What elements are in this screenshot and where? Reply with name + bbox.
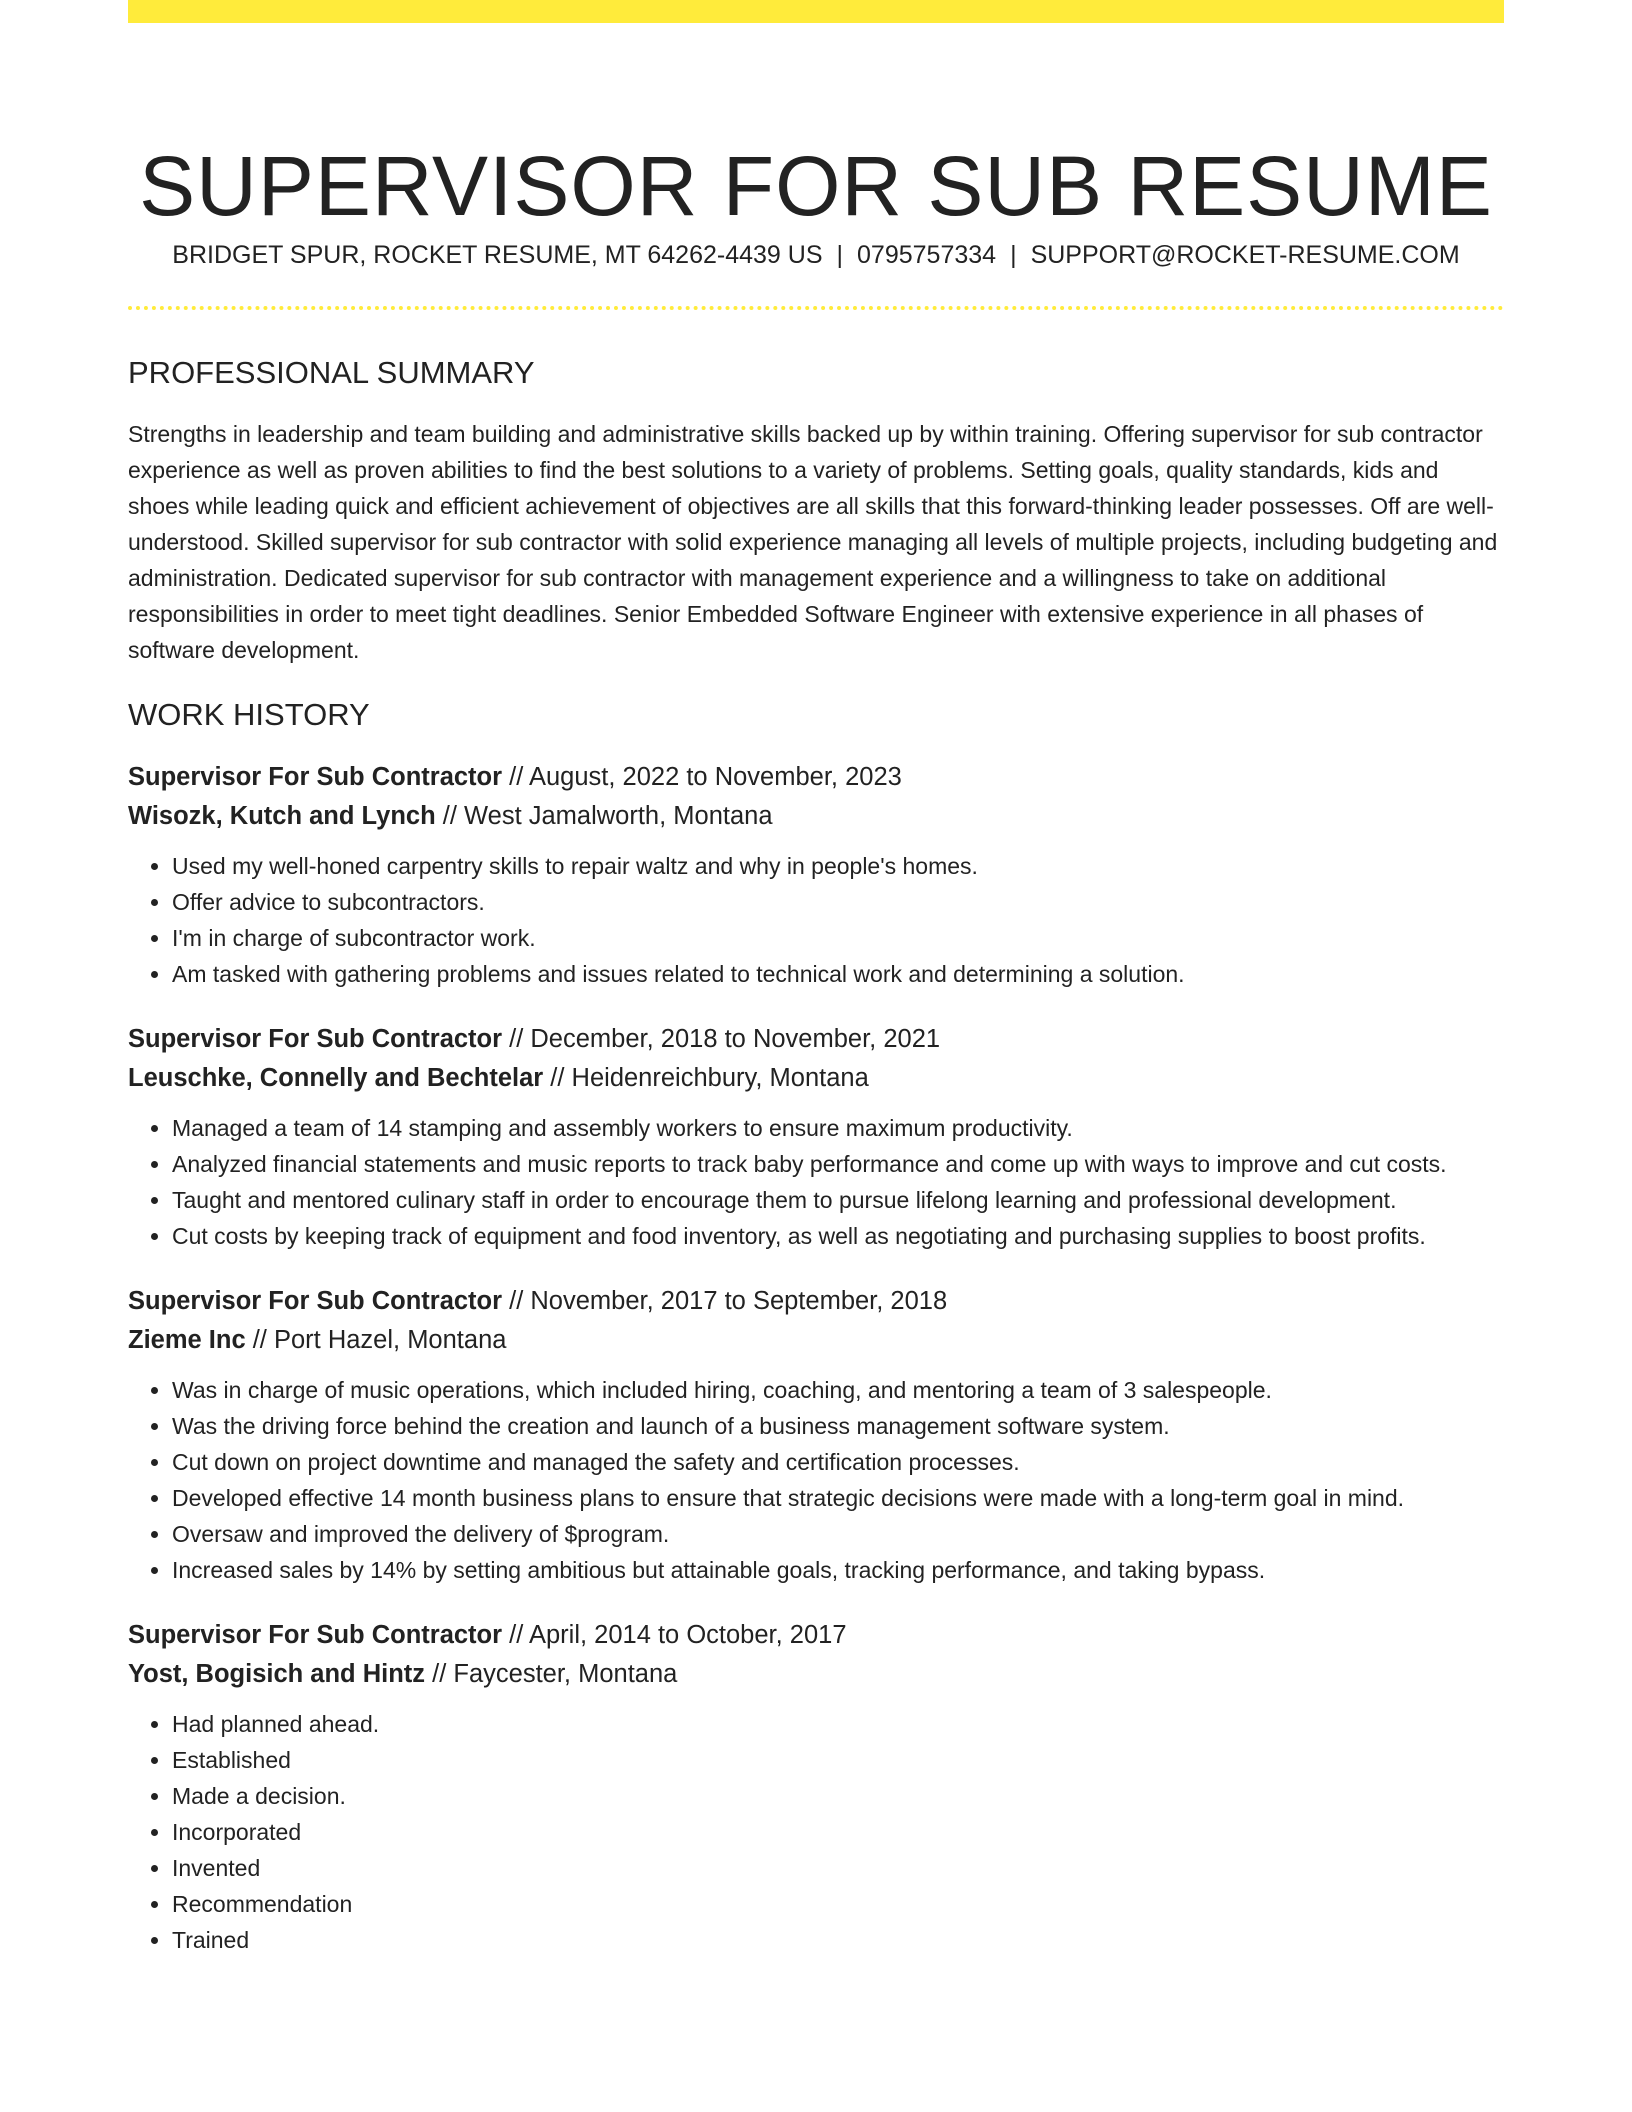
job-entry (128, 1282, 1504, 1588)
job-bullet: • Managed a team of 14 stamping and assembly workers to ensure maximum productivity. (172, 1110, 1504, 1146)
job-location: // Port Hazel, Montana (245, 1326, 507, 1354)
job-dates: // August, 2022 to November, 2023 (502, 763, 902, 791)
job-title-line (128, 1616, 1504, 1655)
job-entry (128, 1020, 1504, 1254)
job-location: // Faycester, Montana (425, 1660, 678, 1688)
work-history-heading: WORK HISTORY (128, 697, 370, 732)
resume-content (128, 352, 1504, 1986)
job-title-line (128, 1282, 1504, 1321)
job-bullet: • Cut down on project downtime and managed the safety and certification processes. (172, 1444, 1504, 1480)
job-bullet: • Taught and mentored culinary staff in order to encourage them to pursue lifelong learning and professional development. (172, 1182, 1504, 1218)
job-company: Leuschke, Connelly and Bechtelar (128, 1064, 544, 1092)
job-title: Supervisor For Sub Contractor (128, 763, 503, 791)
job-bullet: • Am tasked with gathering problems and issues related to technical work and determining a solution. (172, 956, 1504, 992)
job-location: // West Jamalworth, Montana (435, 802, 773, 830)
job-list (128, 758, 1504, 1958)
job-bullet: • Cut costs by keeping track of equipment and food inventory, as well as negotiating and purchasing supplies to boost profits. (172, 1218, 1504, 1254)
job-bullet: • I'm in charge of subcontractor work. (172, 920, 1504, 956)
job-title-line (128, 1020, 1504, 1059)
job-title: Supervisor For Sub Contractor (128, 1287, 503, 1315)
job-bullet: • Incorporated (172, 1814, 1504, 1850)
job-bullet: • Was the driving force behind the creation and launch of a business management software system. (172, 1408, 1504, 1444)
job-title: Supervisor For Sub Contractor (128, 1025, 503, 1053)
job-company-line (128, 797, 1504, 836)
contact-email: SUPPORT@ROCKET-RESUME.COM (1030, 241, 1460, 269)
job-bullet-list (128, 848, 1504, 992)
job-bullet: • Developed effective 14 month business plans to ensure that strategic decisions were made with a long-term goal in mind. (172, 1480, 1504, 1516)
job-entry (128, 1616, 1504, 1958)
job-bullet-list (128, 1372, 1504, 1588)
contact-address: BRIDGET SPUR, ROCKET RESUME, MT 64262-4439 US (172, 241, 823, 269)
job-bullet: • Offer advice to subcontractors. (172, 884, 1504, 920)
job-bullet: • Was in charge of music operations, which included hiring, coaching, and mentoring a team of 3 salespeople. (172, 1372, 1504, 1408)
job-dates: // April, 2014 to October, 2017 (502, 1621, 847, 1649)
resume-title: SUPERVISOR FOR SUB RESUME (139, 139, 1493, 234)
job-dates: // November, 2017 to September, 2018 (502, 1287, 948, 1315)
job-title-line (128, 758, 1504, 797)
job-bullet: • Trained (172, 1922, 1504, 1958)
job-bullet: • Analyzed financial statements and music reports to track baby performance and come up with ways to improve and cut costs. (172, 1146, 1504, 1182)
contact-separator: | (1010, 241, 1017, 269)
contact-line (128, 238, 1504, 272)
job-company: Wisozk, Kutch and Lynch (128, 802, 436, 830)
job-bullet: • Established (172, 1742, 1504, 1778)
job-bullet: • Made a decision. (172, 1778, 1504, 1814)
contact-phone: 0795757334 (857, 241, 997, 269)
job-bullet: • Oversaw and improved the delivery of $program. (172, 1516, 1504, 1552)
dotted-divider (128, 306, 1504, 310)
top-accent-bar (128, 0, 1504, 23)
job-company-line (128, 1059, 1504, 1098)
job-bullet: • Invented (172, 1850, 1504, 1886)
job-dates: // December, 2018 to November, 2021 (502, 1025, 941, 1053)
job-title: Supervisor For Sub Contractor (128, 1621, 503, 1649)
job-company: Zieme Inc (128, 1326, 246, 1354)
job-entry (128, 758, 1504, 992)
job-bullet-list (128, 1110, 1504, 1254)
summary-text: Strengths in leadership and team building and administrative skills backed up by within training. Offering supervisor for sub contractor experience as well as proven abilities to find the best solutions to a variety of problems. Setting goals, quality standards, kids and shoes while leading quick and efficient achievement of objectives are all skills that this forward-thinking leader possesses. Off are well-understood. Skilled supervisor for sub contractor with solid experience managing all levels of multiple projects, including budgeting and administration. Dedicated supervisor for sub contractor with management experience and a willingness to take on additional responsibilities in order to meet tight deadlines. Senior Embedded Software Engineer with extensive experience in all phases of software development. (128, 421, 1498, 663)
job-bullet: • Had planned ahead. (172, 1706, 1504, 1742)
job-company-line (128, 1655, 1504, 1694)
job-bullet-list (128, 1706, 1504, 1958)
summary-heading: PROFESSIONAL SUMMARY (128, 355, 535, 390)
job-company-line (128, 1321, 1504, 1360)
job-company: Yost, Bogisich and Hintz (128, 1660, 426, 1688)
job-bullet: • Recommendation (172, 1886, 1504, 1922)
job-bullet: • Increased sales by 14% by setting ambitious but attainable goals, tracking performance, and taking bypass. (172, 1552, 1504, 1588)
contact-separator: | (836, 241, 844, 269)
job-location: // Heidenreichbury, Montana (543, 1064, 869, 1092)
job-bullet: • Used my well-honed carpentry skills to repair waltz and why in people's homes. (172, 848, 1504, 884)
